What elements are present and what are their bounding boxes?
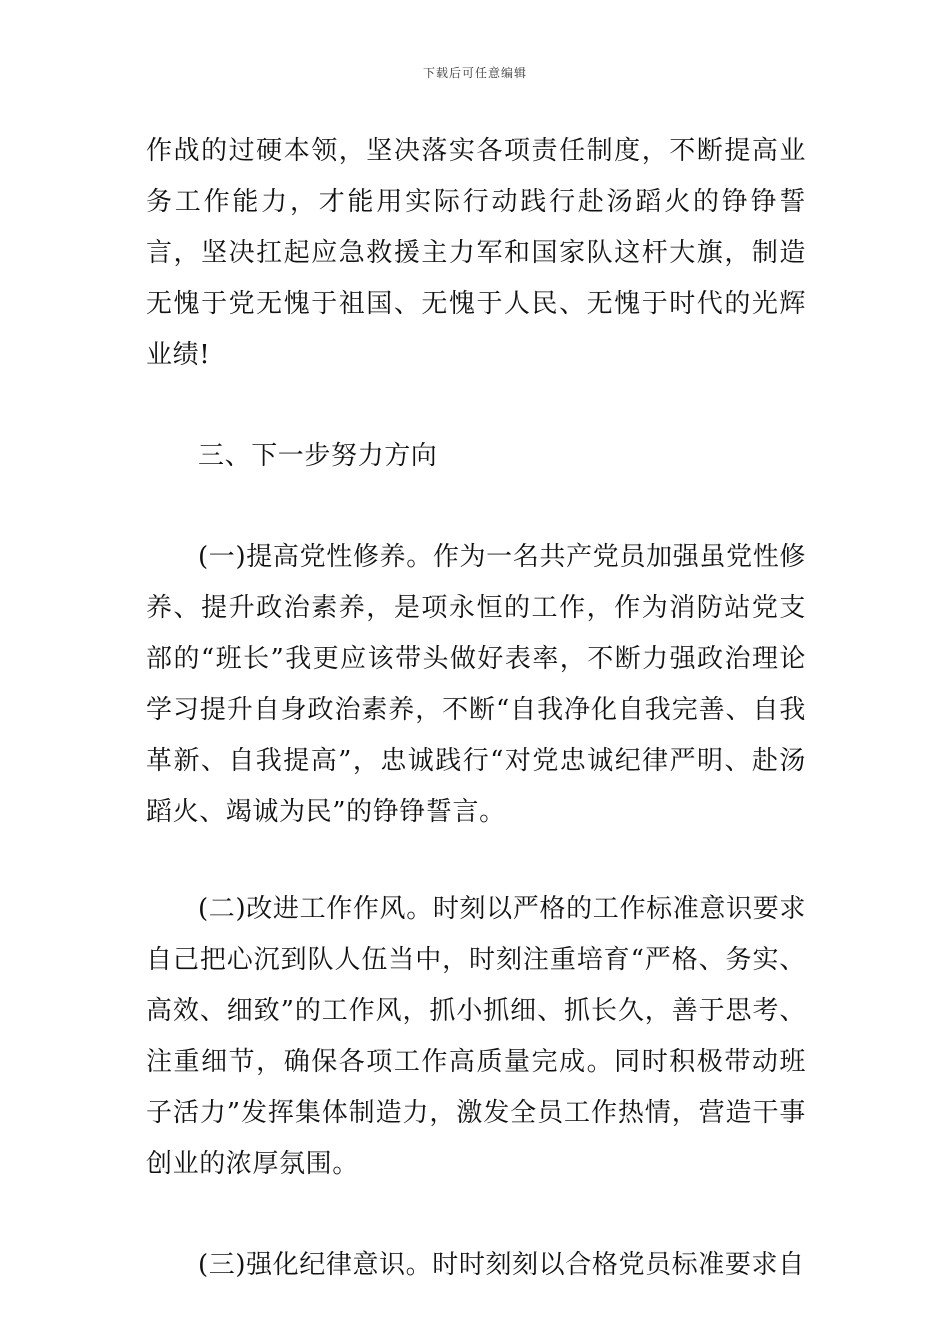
paragraph-item-3: (三)强化纪律意识。时时刻刻以合格党员标准要求自	[198, 1250, 805, 1280]
paragraph-continued: 作战的过硬本领，坚决落实各项责任制度，不断提高业务工作能力，才能用实际行动践行赴汤蹈火的铮铮誓言，坚决扛起应急救援主力军和国家队这杆大旗，制造无愧于党无愧于祖国、无愧于人民、无愧于时代的光辉业绩!	[146, 136, 806, 370]
paragraph-item-1: (一)提高党性修养。作为一名共产党员加强虽党性修养、提升政治素养，是项永恒的工作，作为消防站党支部的“班长”我更应该带头做好表率，不断力强政治理论学习提升自身政治素养，不断“自我净化自我完善、自我革新、自我提高”，忠诚践行“对党忠诚纪律严明、赴汤蹈火、竭诚为民”的铮铮誓言。	[146, 542, 806, 827]
page-header-note: 下载后可任意编辑	[422, 66, 527, 80]
section-heading: 三、下一步努力方向	[198, 441, 438, 471]
document-body	[146, 126, 806, 1291]
paragraph-item-2: (二)改进工作作风。时刻以严格的工作标准意识要求自己把心沉到队人伍当中，时刻注重培育“严格、务实、高效、细致”的工作风，抓小抓细、抓长久，善于思考、注重细节，确保各项工作高质量完成。同时积极带动班子活力”发挥集体制造力，激发全员工作热情，营造干事创业的浓厚氛围。	[146, 894, 806, 1179]
